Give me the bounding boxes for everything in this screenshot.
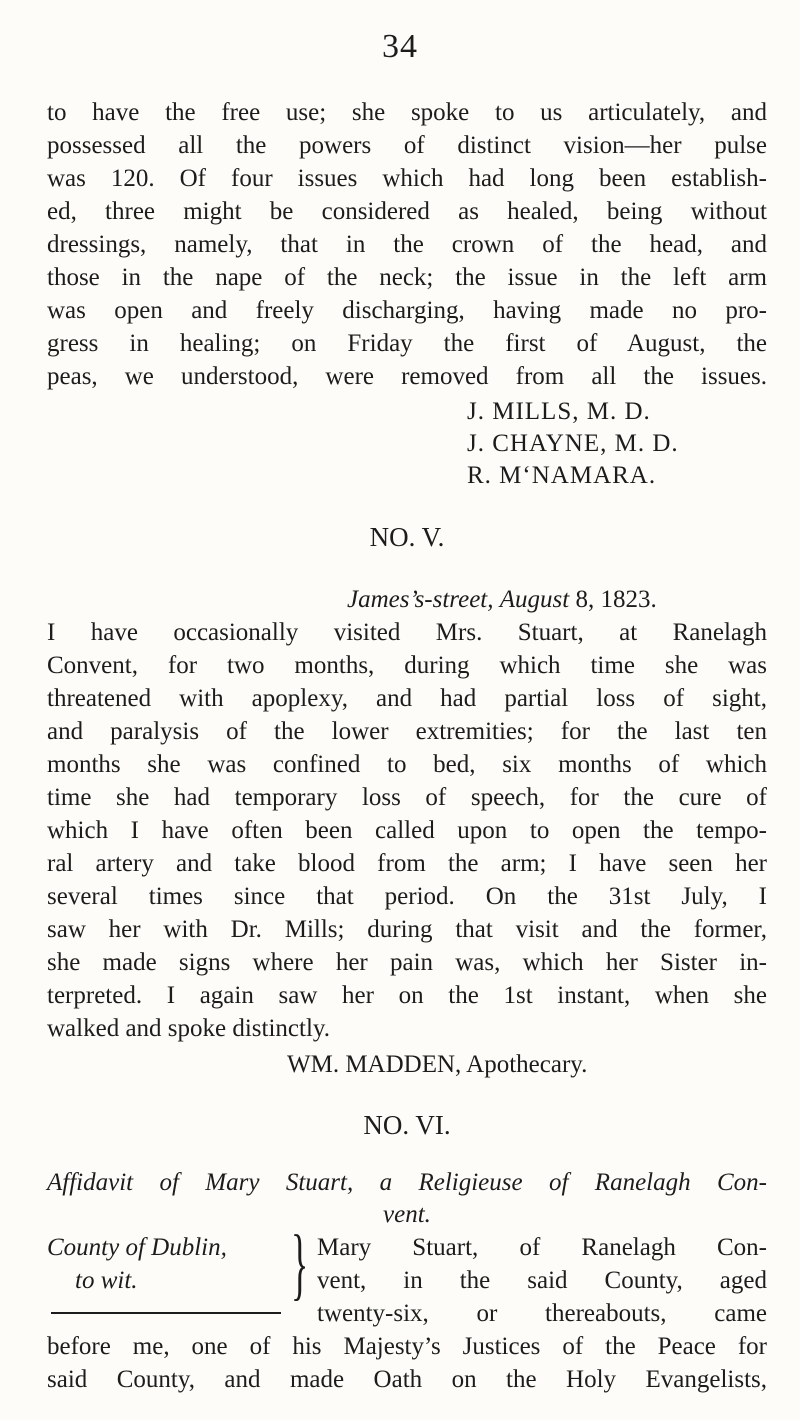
paragraph-line: which I have often been called upon to open the tempo-: [47, 817, 767, 844]
dateline-month: August: [499, 586, 570, 613]
paragraph-line: peas, we understood, were removed from all the issues.: [47, 363, 767, 390]
paragraph-line: those in the nape of the neck; the issue in the left arm: [47, 264, 767, 291]
section-heading-v: NO. V.: [369, 522, 445, 552]
brace-line: twenty-six, or thereabouts, came: [317, 1300, 767, 1327]
dateline-date: 8, 1823.: [569, 586, 657, 613]
paragraph-line: possessed all the powers of distinct vision—her pulse: [47, 132, 767, 159]
signature-mills: J. MILLS, M. D.: [467, 398, 651, 425]
signature-chayne: J. CHAYNE, M. D.: [467, 430, 679, 457]
paragraph-line: time she had temporary loss of speech, for the cure of: [47, 784, 767, 811]
county-to-wit: to wit.: [75, 1267, 138, 1294]
paragraph-line: and paralysis of the lower extremities; for the last ten: [47, 718, 767, 745]
section-heading-vi: NO. VI.: [363, 1110, 451, 1140]
paragraph-line: gress in healing; on Friday the first of August, the: [47, 330, 767, 357]
page-text: [47, 0, 767, 1420]
dateline: [347, 585, 657, 615]
dateline-street: James’s-street,: [347, 586, 494, 613]
paragraph-line: Convent, for two months, during which time she was: [47, 652, 767, 679]
paragraph-line: months she was confined to bed, six months of which: [47, 751, 767, 778]
page-number: 34: [382, 28, 418, 65]
paragraph-line: several times since that period. On the 31st July, I: [47, 883, 767, 910]
county-rule: [51, 1312, 281, 1314]
affidavit-title-cont: vent.: [383, 1201, 431, 1228]
brace-symbol: }: [291, 1220, 309, 1308]
signature-madden: WM. MADDEN, Apothecary.: [287, 1051, 588, 1078]
brace-line: Mary Stuart, of Ranelagh Con-: [317, 1234, 767, 1261]
paragraph-line: dressings, namely, that in the crown of the head, and: [47, 231, 767, 258]
paragraph-line: ed, three might be considered as healed, being without: [47, 198, 767, 225]
paragraph-line: said County, and made Oath on the Holy Evangelists,: [47, 1366, 767, 1393]
paragraph-line: was open and freely discharging, having made no pro-: [47, 297, 767, 324]
paragraph-line: was 120. Of four issues which had long been establish-: [47, 165, 767, 192]
paragraph-line: walked and spoke distinctly.: [47, 1015, 331, 1042]
affidavit-title: Affidavit of Mary Stuart, a Religieuse of Ranelagh Con-: [47, 1169, 767, 1196]
signature-mcnamara: R. M‘NAMARA.: [467, 462, 657, 489]
paragraph-line: she made signs where her pain was, which her Sister in-: [47, 949, 767, 976]
paragraph-line: I have occasionally visited Mrs. Stuart, at Ranelagh: [47, 619, 767, 646]
paragraph-line: ral artery and take blood from the arm; I have seen her: [47, 850, 767, 877]
brace-line: vent, in the said County, aged: [317, 1267, 767, 1294]
paragraph-line: before me, one of his Majesty’s Justices of the Peace for: [47, 1333, 767, 1360]
paragraph-line: terpreted. I again saw her on the 1st instant, when she: [47, 982, 767, 1009]
paragraph-line: saw her with Dr. Mills; during that visit and the former,: [47, 916, 767, 943]
county-label: County of Dublin,: [47, 1234, 227, 1261]
paragraph-line: to have the free use; she spoke to us articulately, and: [47, 99, 767, 126]
paragraph-line: threatened with apoplexy, and had partial loss of sight,: [47, 685, 767, 712]
